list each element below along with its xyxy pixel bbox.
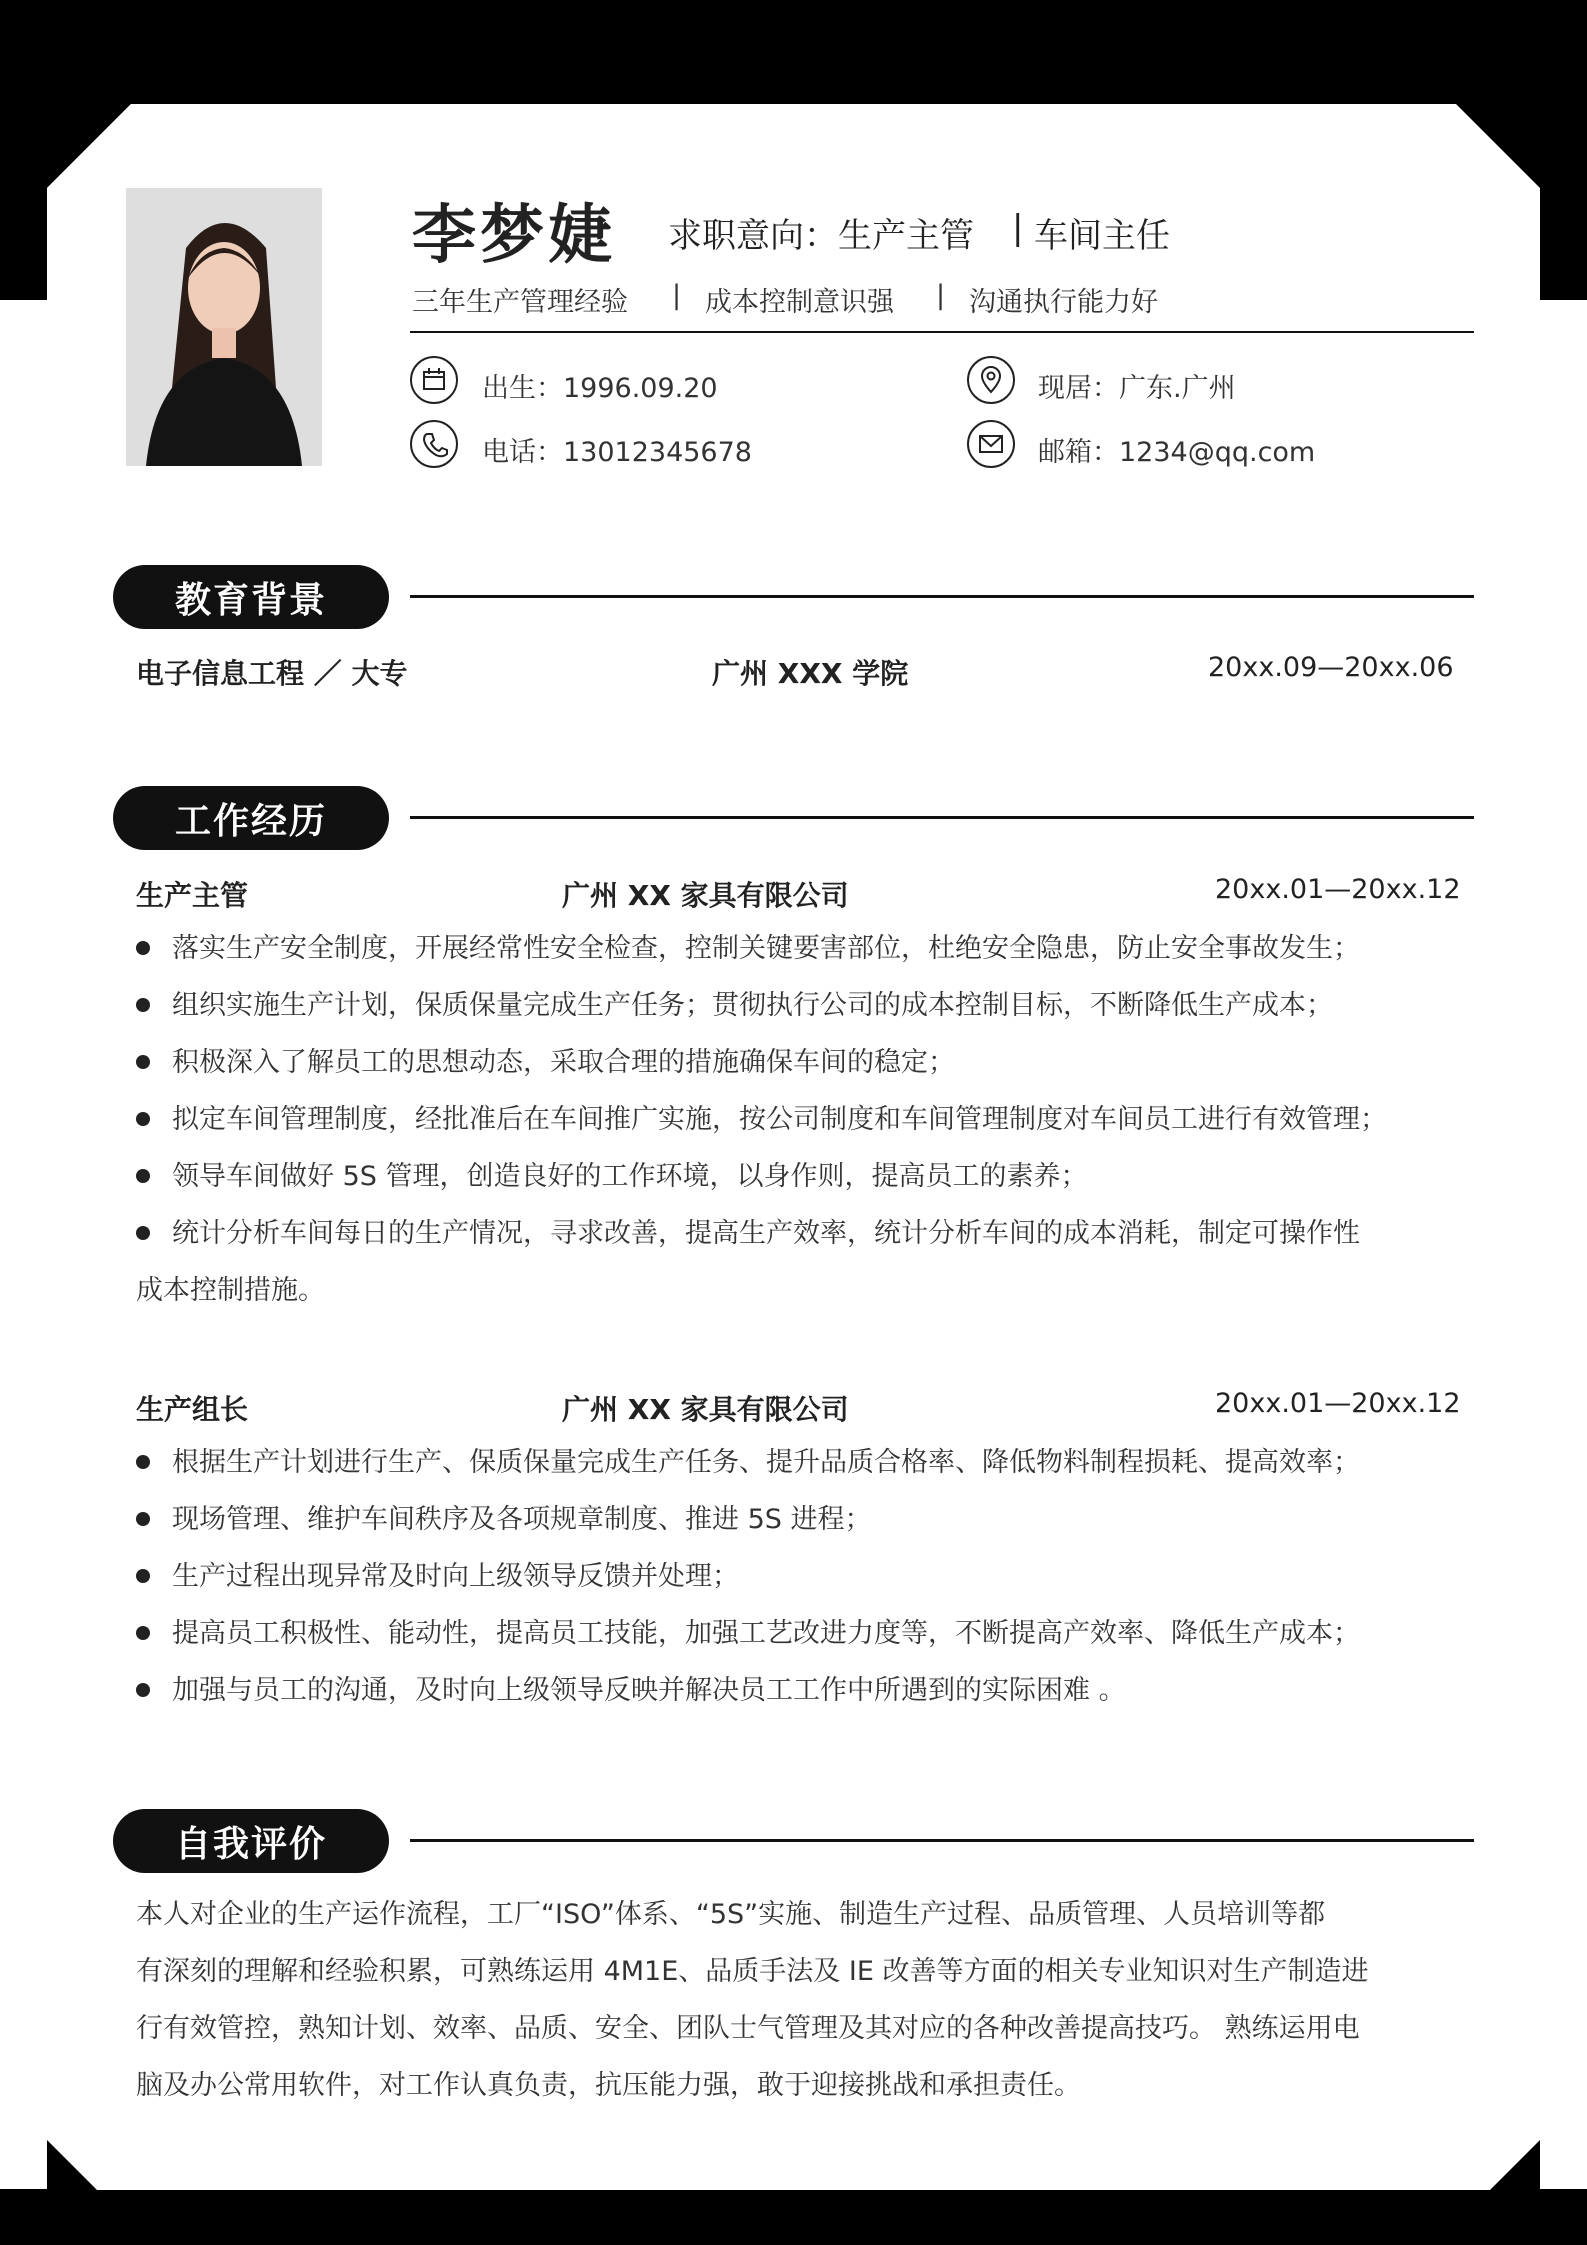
section-line <box>410 595 1474 598</box>
list-item: 提高员工积极性、能动性，提高员工技能，加强工艺改进力度等，不断提高产效率、降低生产成本； <box>136 1605 1466 1662</box>
self-evaluation-line: 脑及办公常用软件，对工作认真负责，抗压能力强，敢于迎接挑战和承担责任。 <box>136 2070 1081 2101</box>
section-title-education: 教育背景 <box>113 565 389 629</box>
education-major: 电子信息工程 ／ 大专 <box>136 657 408 690</box>
candidate-name: 李梦婕 <box>412 199 616 273</box>
self-evaluation-line: 有深刻的理解和经验积累，可熟练运用 4M1E、品质手法及 IE 改善等方面的相关专业知识对生产制造进 <box>136 1956 1369 1987</box>
profile-photo <box>126 188 322 466</box>
bottom-black-band <box>0 2189 1587 2245</box>
phone-number: 电话：13012345678 <box>482 437 752 468</box>
section-line <box>410 1839 1474 1842</box>
calendar-icon <box>410 356 458 404</box>
education-school: 广州 XXX 学院 <box>712 657 909 690</box>
list-item: 根据生产计划进行生产、保质保量完成生产任务、提升品质合格率、降低物料制程损耗、提高效率； <box>136 1434 1466 1491</box>
birth-date: 出生：1996.09.20 <box>482 373 718 404</box>
corner-bottom-left <box>47 2140 97 2190</box>
header-divider <box>410 331 1474 333</box>
job-date: 20xx.01—20xx.12 <box>1215 1388 1461 1419</box>
list-item: 现场管理、维护车间秩序及各项规章制度、推进 5S 进程； <box>136 1491 1466 1548</box>
tag-separator: | <box>936 280 946 311</box>
email-icon <box>967 420 1015 468</box>
email-address: 邮箱：1234@qq.com <box>1038 437 1316 468</box>
education-date: 20xx.09—20xx.06 <box>1208 652 1454 683</box>
corner-top-right <box>1450 104 1540 194</box>
list-item: 统计分析车间每日的生产情况，寻求改善，提高生产效率，统计分析车间的成本消耗，制定可操作性 <box>136 1205 1466 1262</box>
tag-experience: 三年生产管理经验 <box>412 287 628 318</box>
phone-icon <box>410 420 458 468</box>
self-evaluation-line: 本人对企业的生产运作流程，工厂“ISO”体系、“5S”实施、制造生产过程、品质管理、人员培训等都 <box>136 1899 1326 1930</box>
list-item: 积极深入了解员工的思想动态，采取合理的措施确保车间的稳定； <box>136 1034 1466 1091</box>
section-title-self-evaluation: 自我评价 <box>113 1809 389 1873</box>
list-item: 落实生产安全制度，开展经常性安全检查，控制关键要害部位，杜绝安全隐患，防止安全事故发生； <box>136 920 1466 977</box>
tag-separator: | <box>672 280 682 311</box>
job-company: 广州 XX 家具有限公司 <box>562 879 849 912</box>
self-evaluation-line: 行有效管控，熟知计划、效率、品质、安全、团队士气管理及其对应的各种改善提高技巧。 熟练运用电 <box>136 2013 1360 2044</box>
job-role: 生产主管 <box>136 879 249 912</box>
job-company: 广州 XX 家具有限公司 <box>562 1393 849 1426</box>
intent-separator: | <box>1012 208 1024 248</box>
tag-cost: 成本控制意识强 <box>705 287 894 318</box>
list-item: 组织实施生产计划，保质保量完成生产任务；贯彻执行公司的成本控制目标，不断降低生产成本； <box>136 977 1466 1034</box>
list-item: 生产过程出现异常及时向上级领导反馈并处理； <box>136 1548 1466 1605</box>
corner-top-left <box>47 104 137 194</box>
job-intent: 求职意向：生产主管 <box>668 216 974 256</box>
tag-communication: 沟通执行能力好 <box>969 287 1158 318</box>
corner-bottom-right <box>1490 2140 1540 2190</box>
list-item: 拟定车间管理制度，经批准后在车间推广实施，按公司制度和车间管理制度对车间员工进行有效管理； <box>136 1091 1466 1148</box>
residence: 现居：广东.广州 <box>1038 373 1236 404</box>
job-role: 生产组长 <box>136 1393 249 1426</box>
list-item: 加强与员工的沟通，及时向上级领导反映并解决员工工作中所遇到的实际困难 。 <box>136 1662 1466 1719</box>
job-date: 20xx.01—20xx.12 <box>1215 874 1461 905</box>
location-icon <box>967 356 1015 404</box>
list-item-continuation: 成本控制措施。 <box>136 1275 325 1306</box>
section-line <box>410 816 1474 819</box>
list-item: 领导车间做好 5S 管理，创造良好的工作环境，以身作则，提高员工的素养； <box>136 1148 1466 1205</box>
section-title-work: 工作经历 <box>113 786 389 850</box>
job-intent-secondary: 车间主任 <box>1034 216 1170 256</box>
